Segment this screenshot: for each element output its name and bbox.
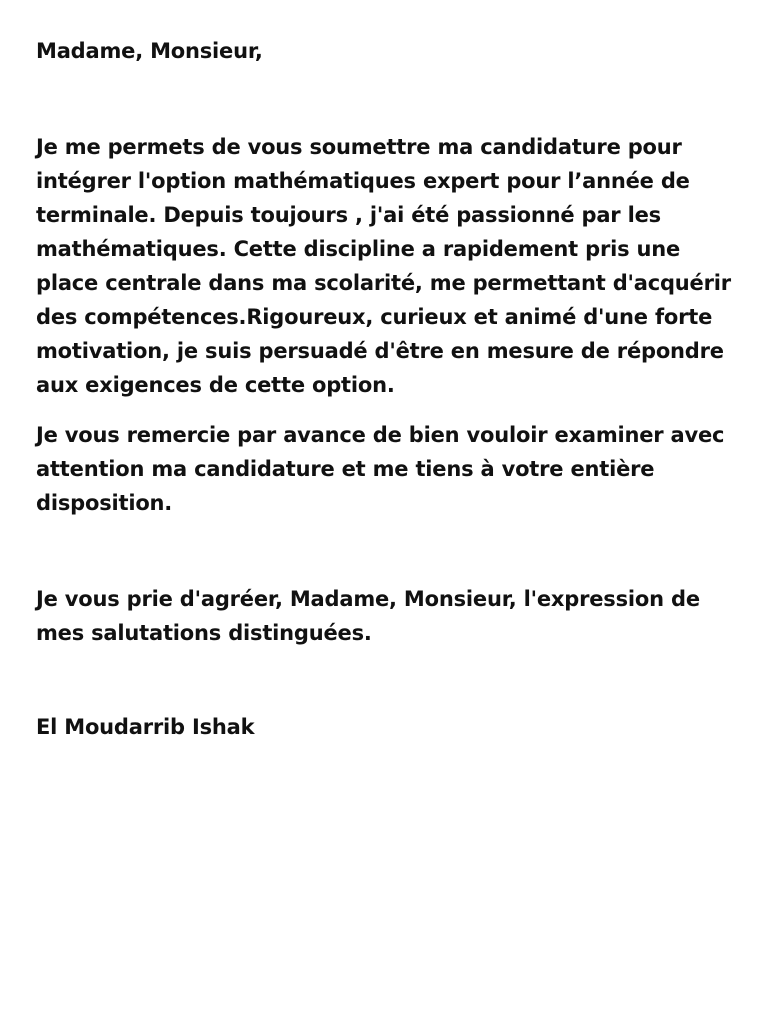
paragraph-thanks: Je vous remercie par avance de bien vouloir examiner avec attention ma candidature et me tiens à votre entière disposition.: [36, 423, 725, 515]
closing-formula: Je vous prie d'agréer, Madame, Monsieur, l'expression de mes salutations distinguées.: [36, 587, 700, 645]
salutation: Madame, Monsieur,: [36, 39, 263, 63]
letter-body: [36, 34, 746, 744]
signature: El Moudarrib Ishak: [36, 715, 255, 739]
paragraph-motivation: Je me permets de vous soumettre ma candidature pour intégrer l'option mathématiques expert pour l’année de terminale. Depuis toujours , j'ai été passionné par les mathématiques. Cette discipline a rapidement pris une place centrale dans ma scolarité, me permettant d'acquérir des compétences.Rigoureux, curieux et animé d'une forte motivation, je suis persuadé d'être en mesure de répondre aux exigences de cette option.: [36, 135, 731, 397]
